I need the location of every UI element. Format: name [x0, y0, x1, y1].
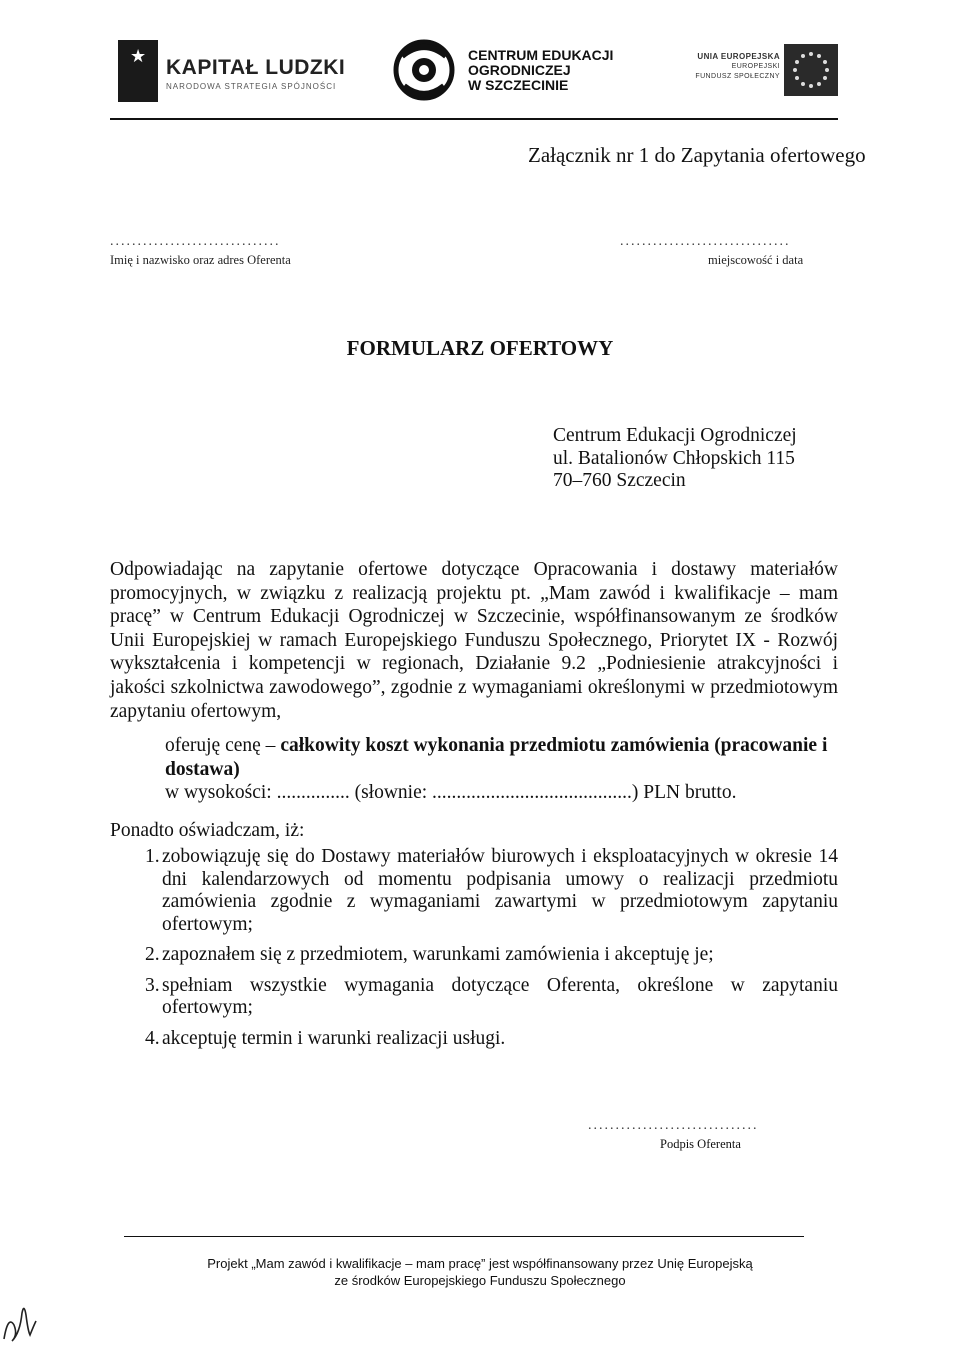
offer-prefix: oferuję cenę – [165, 735, 281, 756]
ceo-line1: CENTRUM EDUKACJI [468, 47, 614, 63]
offer-block [165, 734, 838, 805]
signature-label: Podpis Oferenta [660, 1137, 741, 1151]
ceo-line3: W SZCZECINIE [468, 77, 569, 93]
footer-divider [124, 1236, 804, 1237]
header-divider [110, 118, 838, 120]
list-item-text: akceptuję termin i warunki realizacji usługi. [162, 1027, 506, 1049]
list-item-text: zapoznałem się z przedmiotem, warunkami zamówienia i akceptuję je; [162, 944, 714, 965]
place-date-dots: ............................... [620, 234, 791, 249]
initials-scribble-icon [0, 1295, 40, 1345]
eu-text [688, 52, 780, 82]
intro-paragraph: Odpowiadając na zapytanie ofertowe dotyczące Opracowania i dostawy materiałów promocyjnych, w związku z realizacją projektu pt. „Mam zawód i kwalifikacje – mam pracę” w Centrum Edukacji Ogrodniczej w Szczecinie, współfinansowanym ze środków Unii Europejskiej w ramach Europejskiego Funduszu Społecznego, Priorytet IX - Rozwój wykształcenia i kompetencji w regionach, Działanie 9.2 „Podniesienie atrakcyjności i jakości szkolnictwa zawodowego”, zgodnie z wymaganiami określonymi w przedmiotowym zapytaniu ofertowym, [110, 559, 838, 722]
kapital-ludzki-title: KAPITAŁ LUDZKI [166, 56, 346, 79]
kapital-ludzki-flag-icon [118, 40, 158, 102]
recipient-line2: ul. Batalionów Chłopskich 115 [553, 447, 795, 469]
list-item-text: zobowiązuję się do Dostawy materiałów biurowych i eksploatacyjnych w okresie 14 dni kalendarzowych od momentu podpisania umowy o realizacji przedmiotu zamówienia zgodnie z wymaganiami zawartymi w przedmiotowym zapytaniu ofertowym; [162, 846, 838, 935]
eu-logo [688, 44, 838, 96]
list-item-number: 4. [145, 1027, 160, 1049]
list-item-number: 3. [145, 974, 160, 996]
list-item-number: 2. [145, 944, 160, 965]
offer-amount-line: w wysokości: ............... (słownie: .........................................) PLN brutto. [165, 782, 737, 804]
recipient-address [553, 425, 797, 493]
form-title: FORMULARZ OFERTOWY [346, 336, 614, 360]
list-item-text: spełniam wszystkie wymagania dotyczące Oferenta, określone w zapytaniu ofertowym; [162, 974, 838, 1018]
ceo-name [468, 48, 613, 93]
list-item [110, 846, 838, 936]
eu-flag-icon [784, 44, 838, 96]
footer-line2: ze środków Europejskiego Funduszu Społecznego [334, 1273, 626, 1288]
name-address-label: Imię i nazwisko oraz adres Oferenta [110, 253, 291, 267]
eu-line1: UNIA EUROPEJSKA [697, 52, 780, 61]
list-item [110, 1028, 838, 1051]
footer-text [150, 1255, 810, 1289]
footer-line1: Projekt „Mam zawód i kwalifikacje – mam pracę” jest współfinansowany przez Unię Europejską [207, 1256, 753, 1271]
offer-price-line [165, 734, 838, 781]
eu-line3: FUNDUSZ SPOŁECZNY [695, 73, 780, 80]
kapital-ludzki-logo [118, 40, 368, 102]
list-item [110, 944, 838, 967]
place-date-label: miejscowość i data [708, 253, 804, 267]
star-icon: ★ [130, 46, 147, 67]
signature-dots: ............................... [588, 1118, 759, 1133]
eu-line2: EUROPEJSKI [731, 63, 780, 70]
attachment-label: Załącznik nr 1 do Zapytania ofertowego [528, 143, 866, 167]
offer-bold-text: całkowity koszt wykonania przedmiotu zamówienia (pracowanie i dostawa) [165, 735, 828, 780]
list-item-number: 1. [145, 846, 160, 867]
recipient-line1: Centrum Edukacji Ogrodniczej [553, 425, 797, 446]
statement-list [110, 846, 838, 1058]
ceo-line2: OGRODNICZEJ [468, 62, 571, 78]
list-item [110, 975, 838, 1020]
recipient-line3: 70–760 Szczecin [553, 470, 686, 491]
kapital-ludzki-subtitle: NARODOWA STRATEGIA SPÓJNOŚCI [166, 82, 337, 91]
ceo-logo [392, 36, 622, 106]
ceo-emblem-icon [392, 36, 456, 104]
name-address-dots: ............................... [110, 234, 281, 249]
declaration-intro: Ponadto oświadczam, iż: [110, 820, 305, 841]
